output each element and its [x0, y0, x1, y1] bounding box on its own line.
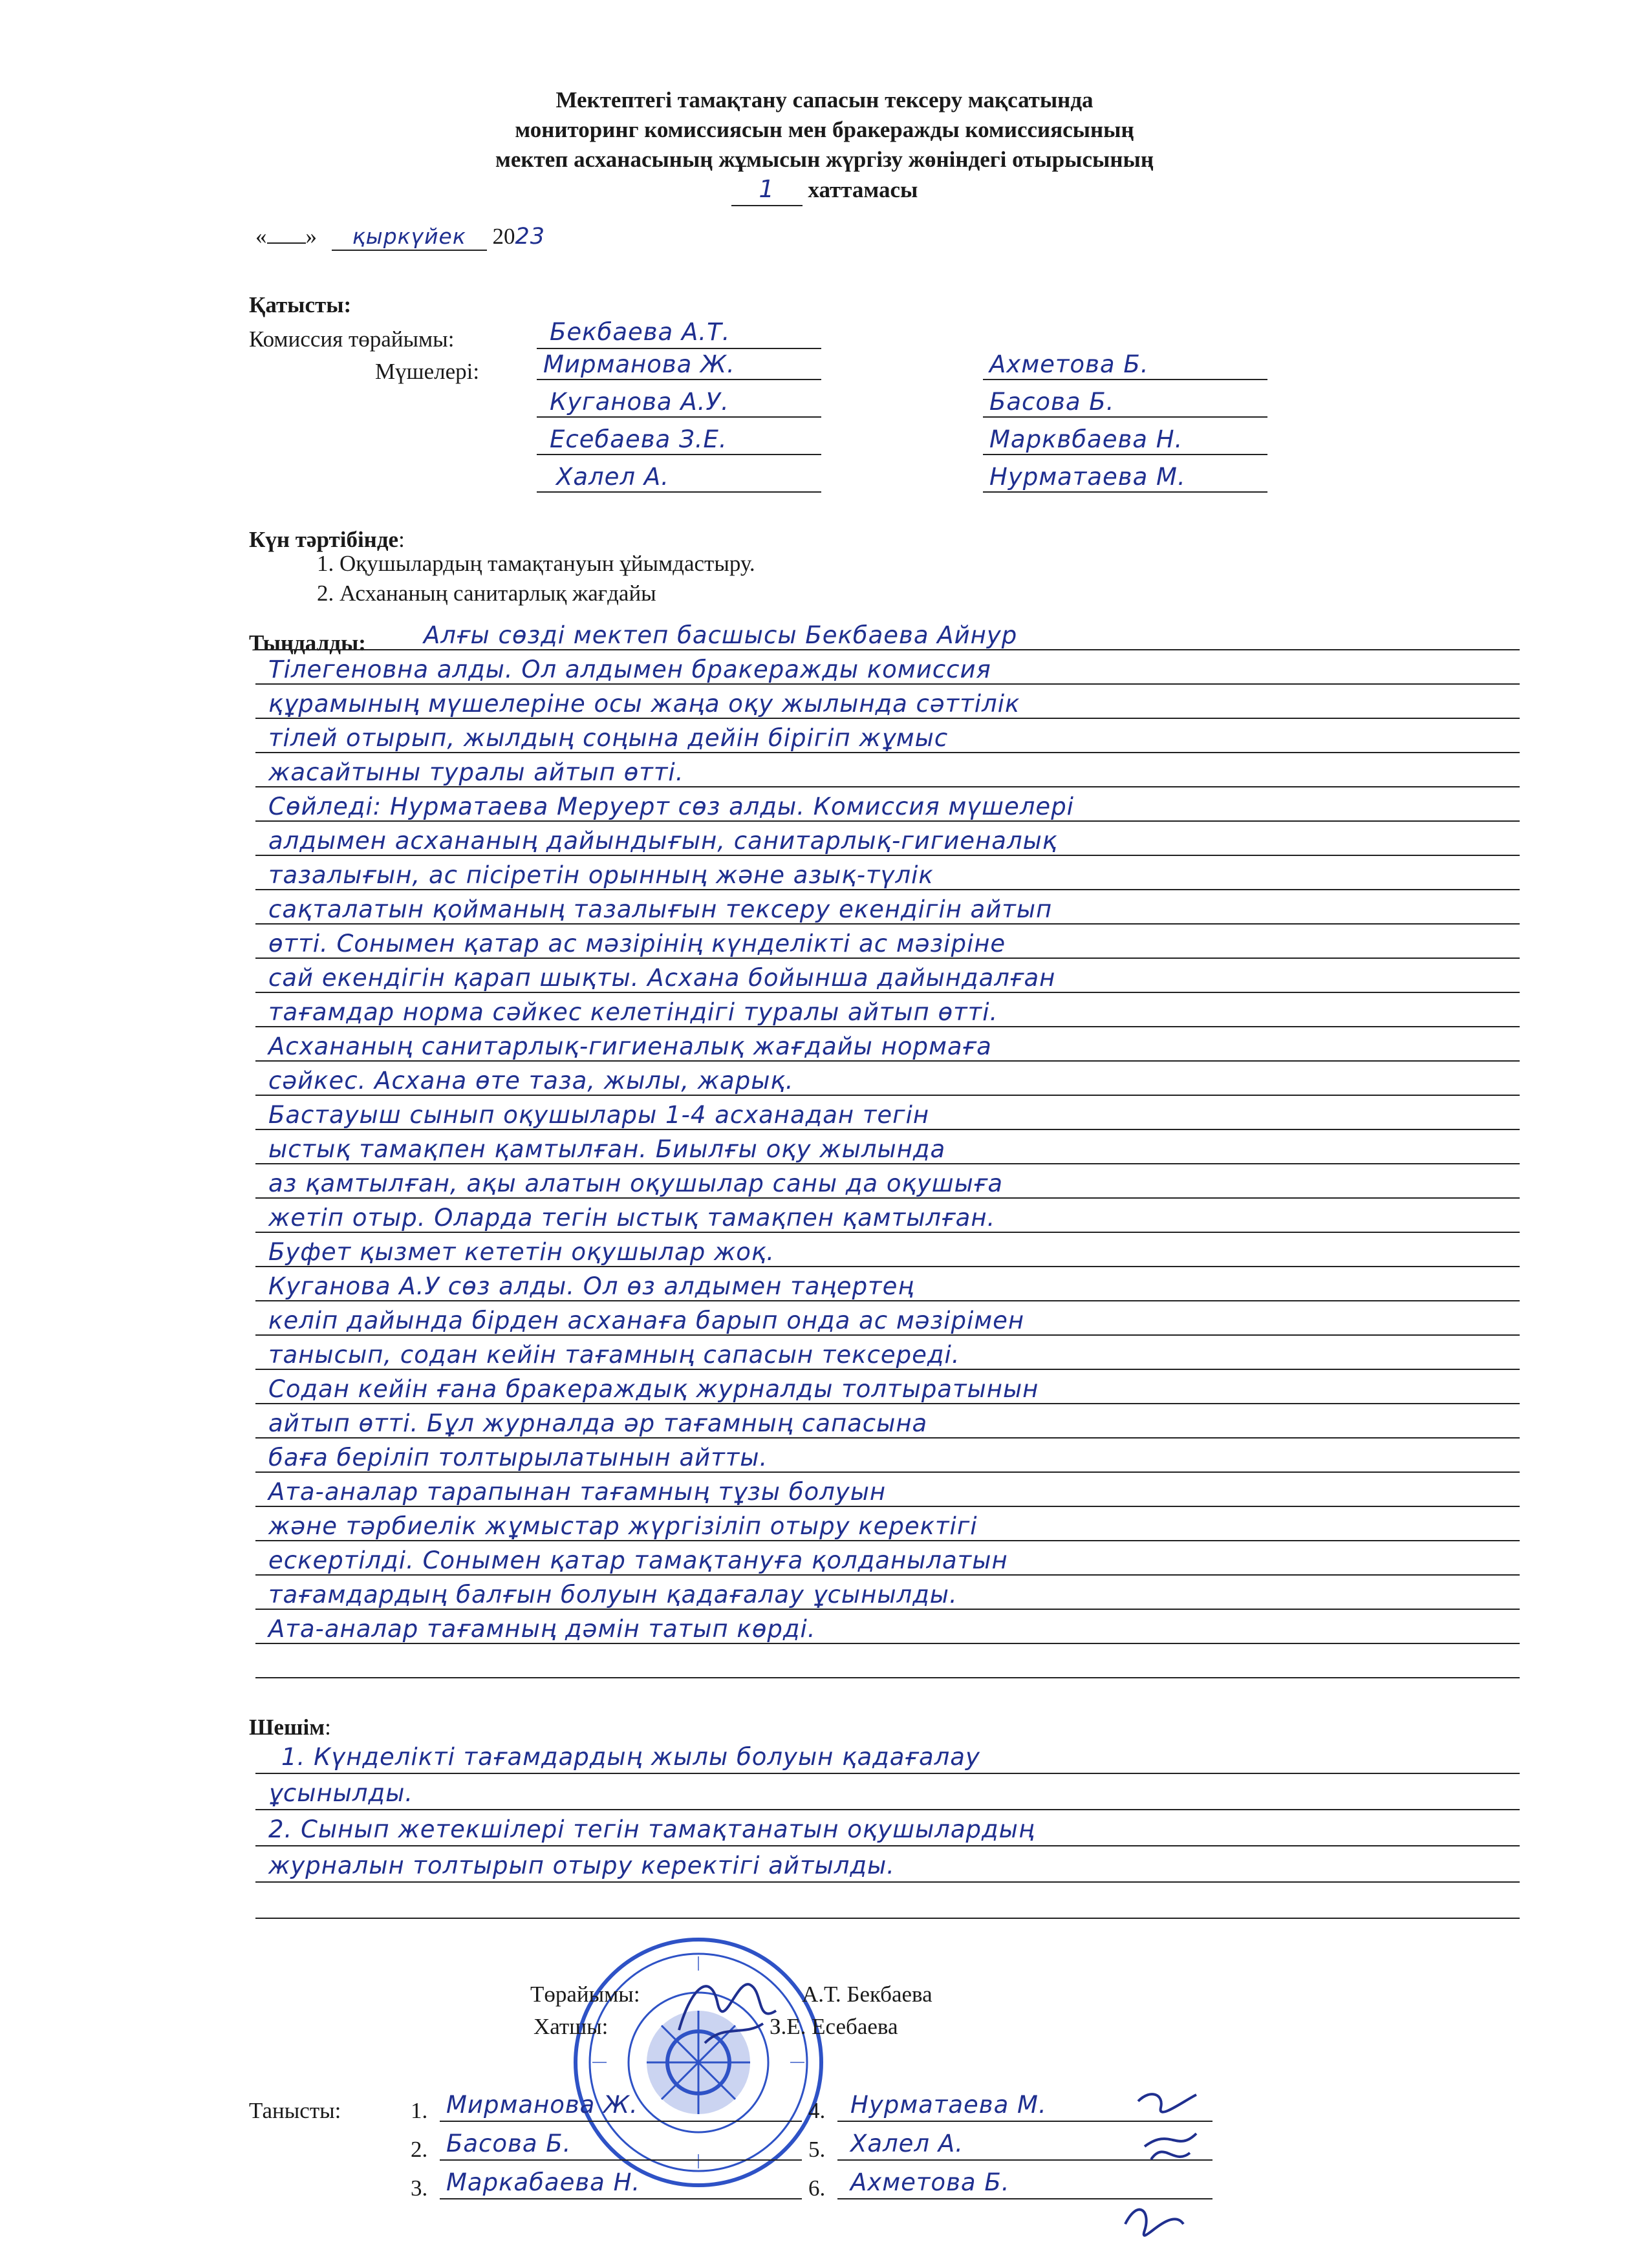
heard-line: [255, 1611, 1520, 1644]
decision-line: [255, 1775, 1520, 1810]
decision-line: [255, 1739, 1520, 1774]
heard-line-text: Сөйледі: Нурматаева Меруерт сөз алды. Комиссия мүшелері: [268, 793, 1074, 820]
acquainted-name: Маркабаева Н.: [446, 2168, 641, 2196]
signature-secretary-label: Хатшы:: [534, 2014, 609, 2039]
heard-line-text: Бастауыш сынып оқушылары 1-4 асханадан тегін: [268, 1101, 930, 1129]
decision-label: Шешім: [249, 1715, 325, 1740]
title-line-1: Мектептегі тамақтану сапасын тексеру мақсатында: [555, 87, 1094, 112]
heard-line-text: жетіп отыр. Оларда тегін ыстық тамақпен қамтылған.: [268, 1204, 996, 1232]
acquainted-number: 4.: [808, 2098, 826, 2123]
members-label: Мүшелері:: [375, 359, 480, 384]
heard-line: [255, 1200, 1520, 1233]
decision-line: [255, 1884, 1520, 1919]
heard-line-text: Содан кейін ғана бракераждық журналды толтыратынын: [268, 1375, 1039, 1403]
heard-line: [255, 960, 1520, 993]
heard-line-text: Тілегеновна алды. Ол алдымен бракеражды комиссия: [268, 656, 991, 683]
decision-colon: :: [325, 1715, 331, 1740]
heard-line: [255, 1474, 1520, 1507]
acquainted-name: Нурматаева М.: [850, 2091, 1047, 2119]
title-line-4: [0, 175, 1649, 206]
heard-line: [255, 754, 1520, 787]
decision-text-block: [255, 1739, 1520, 1946]
heard-text-block: [255, 617, 1520, 1691]
heard-line: [255, 1063, 1520, 1096]
heard-line: [255, 789, 1520, 822]
signature-chair-name: А.Т. Бекбаева: [802, 1982, 932, 2007]
acquainted-label: Танысты:: [249, 2098, 341, 2123]
title-line-3: мектеп асханасының жұмысын жүргізу жөніндегі отырысының: [495, 147, 1154, 172]
chair-label: Комиссия төрайымы:: [249, 326, 455, 352]
heard-line-text: Куганова А.У сөз алды. Ол өз алдымен таңертең: [268, 1272, 914, 1300]
heard-line: [255, 892, 1520, 925]
heard-line: [255, 720, 1520, 753]
chair-name: Бекбаева А.Т.: [550, 318, 731, 346]
heard-line-text: өтті. Сонымен қатар ас мәзірінің күнделікті ас мәзіріне: [268, 930, 1006, 957]
heard-line-text: Алғы сөзді мектеп басшысы Бекбаева Айнур: [424, 621, 1018, 649]
heard-label: Тыңдалды:: [249, 630, 366, 656]
heard-line: [255, 857, 1520, 890]
heard-line: [255, 1577, 1520, 1610]
acquainted-number: 5.: [808, 2137, 826, 2162]
attendance-heading: Қатысты:: [249, 292, 352, 317]
heard-line-text: аз қамтылған, ақы алатын оқушылар саны да оқушыға: [268, 1170, 1004, 1197]
signature-secretary-name: З.Е. Есебаева: [770, 2014, 898, 2039]
title-line-2: мониторинг комиссиясын мен бракеражды комиссиясының: [515, 117, 1134, 142]
date-day: [267, 242, 306, 244]
heard-line-text: құрамының мүшелеріне осы жаңа оқу жылында сәттілік: [268, 690, 1020, 718]
heard-line-text: тазалығын, ас пісіретін орынның және азық-түлік: [268, 861, 934, 889]
heard-line-text: Ата-аналар тарапынан тағамның тұзы болуын: [268, 1478, 887, 1506]
heard-line: [255, 926, 1520, 959]
heard-line: [255, 1337, 1520, 1370]
heard-line-text: алдымен асхананың дайындығын, санитарлық-гигиеналық: [268, 827, 1058, 855]
heard-line-text: және тәрбиелік жұмыстар жүргізіліп отыру керектігі: [268, 1512, 978, 1540]
heard-line: [255, 1440, 1520, 1473]
acquainted-name: Ахметова Б.: [850, 2168, 1010, 2196]
member-name: Куганова А.У.: [550, 388, 729, 416]
heard-line: [255, 1303, 1520, 1336]
acquainted-number: 6.: [808, 2176, 826, 2201]
decision-line-text: 2. Сынып жетекшілері тегін тамақтанатын оқушылардың: [268, 1815, 1035, 1843]
acquainted-name: Басова Б.: [446, 2130, 572, 2157]
member-name: Ахметова Б.: [989, 350, 1149, 378]
acquainted-number: 2.: [411, 2137, 428, 2162]
acquainted-number: 3.: [411, 2176, 428, 2201]
date-open-quote: «: [255, 224, 267, 249]
member-name: Есебаева З.Е.: [550, 425, 727, 453]
member-name: Марквбаева Н.: [989, 425, 1183, 453]
heard-line-text: Ата-аналар тағамның дәмін татып көрді.: [268, 1615, 816, 1643]
decision-line-text: 1. Күнделікті тағамдардың жылы болуын қадағалау: [281, 1743, 980, 1771]
document-title: [0, 85, 1649, 206]
heard-line-text: келіп дайында бірден асханаға барып онда ас мәзірімен: [268, 1307, 1025, 1334]
heard-line-text: сәйкес. Асхана өте таза, жылы, жарық.: [268, 1067, 794, 1095]
heard-line: [255, 1029, 1520, 1062]
heard-line: [255, 1131, 1520, 1164]
date-line: [255, 224, 545, 251]
agenda-heading: [249, 527, 405, 553]
heard-line-text: Асхананың санитарлық-гигиеналық жағдайы нормаға: [268, 1032, 992, 1060]
heard-line: [255, 1543, 1520, 1576]
heard-line: [255, 1234, 1520, 1267]
date-year-suffix: 23: [515, 224, 546, 250]
acquainted-number: 1.: [411, 2098, 428, 2123]
heard-line: [255, 1097, 1520, 1130]
decision-line: [255, 1812, 1520, 1846]
heard-line: [255, 1406, 1520, 1439]
heard-line-text: баға беріліп толтырылатынын айтты.: [268, 1444, 768, 1471]
acquainted-name: Халел А.: [850, 2130, 964, 2157]
date-year-prefix: 20: [492, 224, 515, 249]
heard-line-text: айтып өтті. Бұл журналда әр тағамның сапасына: [268, 1409, 928, 1437]
agenda-item: 1. Оқушылардың тамақтануын ұйымдастыру.: [339, 551, 755, 577]
heard-line-text: тағамдардың балғын болуын қадағалау ұсынылды.: [268, 1581, 958, 1609]
heard-line: [255, 686, 1520, 719]
member-name: Халел А.: [556, 463, 669, 491]
agenda-list: [294, 551, 755, 610]
heard-line-text: ыстық тамақпен қамтылған. Биылғы оқу жылында: [268, 1135, 946, 1163]
heard-line: [255, 823, 1520, 856]
chair-name-line: [537, 318, 821, 349]
heard-line: [255, 1268, 1520, 1301]
heard-line: [255, 617, 1520, 650]
agenda-item: 2. Асхананың санитарлық жағдайы: [339, 581, 755, 606]
heard-line-text: тілей отырып, жылдың соңына дейін бірігіп жұмыс: [268, 724, 949, 752]
protocol-number: 1: [759, 175, 775, 203]
heard-line-text: танысып, содан кейін тағамның сапасын тексереді.: [268, 1341, 960, 1369]
date-month: қыркүйек: [352, 224, 466, 249]
heard-line: [255, 994, 1520, 1027]
acquainted-name: Мирманова Ж.: [446, 2091, 638, 2119]
chair-signature-icon: [666, 1959, 795, 2049]
heard-line-text: тағамдар норма сәйкес келетіндігі туралы айтып өтті.: [268, 998, 998, 1026]
signature-chair-label: Төрайымы:: [530, 1982, 640, 2007]
heard-line-text: сай екендігін қарап шықты. Асхана бойынша дайындалған: [268, 964, 1056, 992]
heard-line-text: сақталатын қойманың тазалығын тексеру екендігін айтып: [268, 895, 1053, 923]
acquainted-signatures-icon: [1022, 2075, 1216, 2256]
heard-line: [255, 1371, 1520, 1404]
decision-line-text: журналын толтырып отыру керектігі айтылды.: [268, 1852, 895, 1879]
decision-line: [255, 1848, 1520, 1883]
agenda-heading-text: Күн тәртібінде: [249, 527, 399, 552]
agenda-heading-colon: :: [398, 527, 405, 552]
decision-line-text: ұсынылды.: [268, 1779, 414, 1807]
heard-line-text: Буфет қызмет кететін оқушылар жоқ.: [268, 1238, 775, 1266]
protocol-word: хаттамасы: [808, 177, 918, 202]
member-name: Мирманова Ж.: [543, 350, 735, 378]
heard-line: [255, 1166, 1520, 1199]
heard-line-text: ескертілді. Сонымен қатар тамақтануға қолданылатын: [268, 1546, 1008, 1574]
decision-heading: [249, 1715, 331, 1740]
heard-line: [255, 652, 1520, 685]
heard-line: [255, 1645, 1520, 1678]
heard-line: [255, 1508, 1520, 1541]
date-close-quote: »: [305, 224, 317, 249]
heard-line-text: жасайтыны туралы айтып өтті.: [268, 758, 684, 786]
member-name: Нурматаева М.: [989, 463, 1186, 491]
member-name: Басова Б.: [989, 388, 1115, 416]
